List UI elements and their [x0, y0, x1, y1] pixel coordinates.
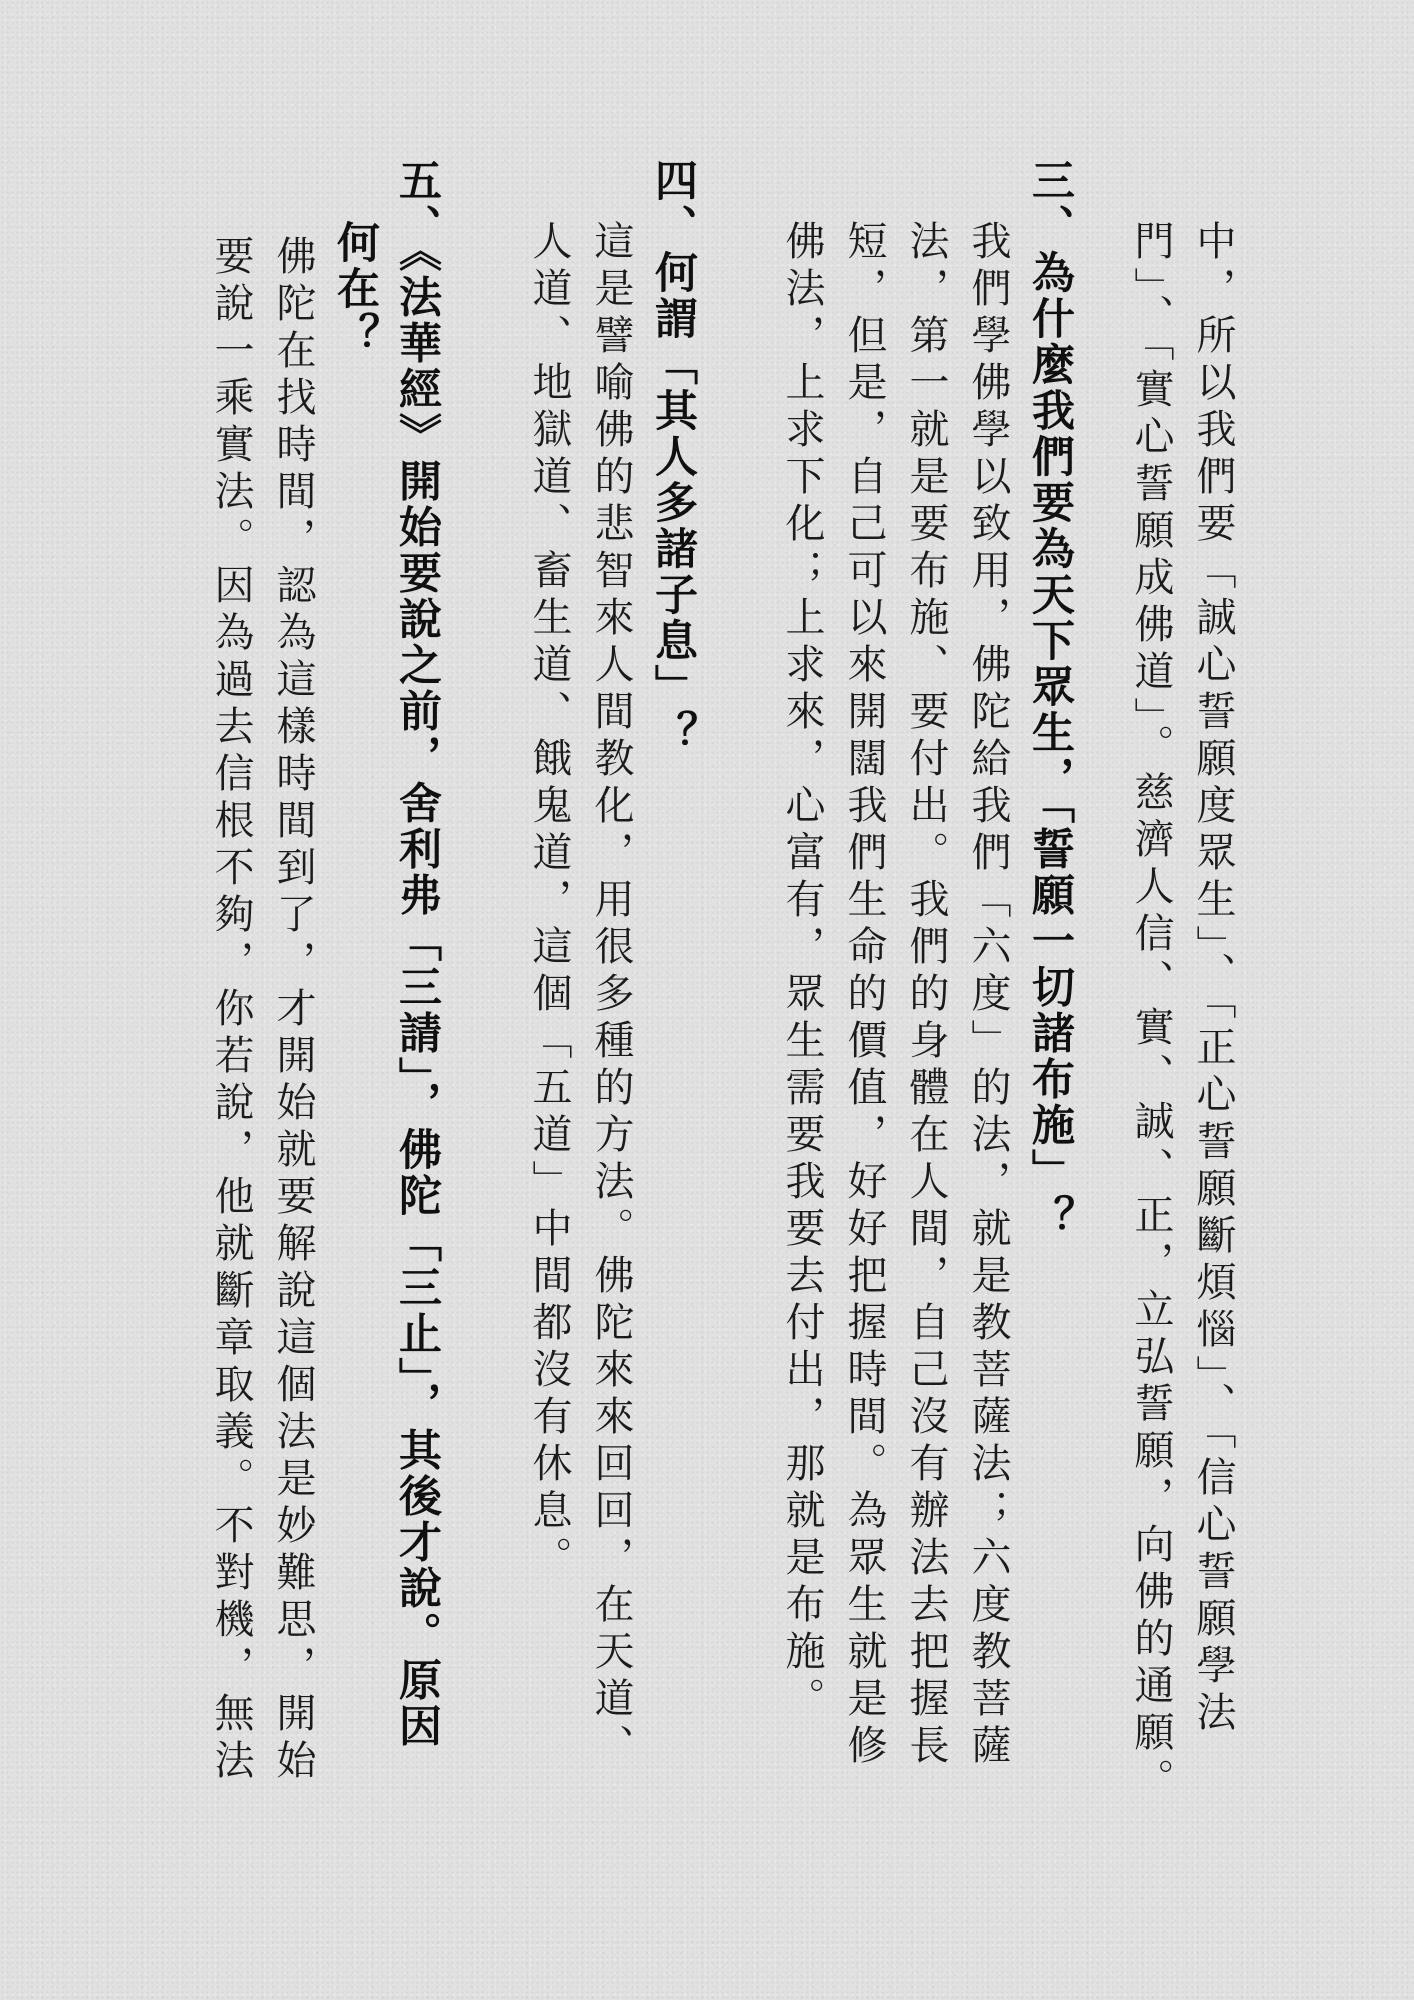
body-text-column: 佛陀在找時間，認為這樣時間到了，才開始就要解說這個法是妙難思，開始 [270, 235, 316, 1786]
section-heading-5-continued: 何在？ [330, 220, 380, 358]
body-text-column: 這是譬喻佛的悲智來人間教化，用很多種的方法。佛陀來來回回，在天道、 [588, 220, 634, 1771]
section-heading-4: 四、何謂「其人多諸子息」？ [648, 158, 698, 756]
body-text-column: 要說一乘實法。因為過去信根不夠，你若說，他就斷章取義。不對機，無法 [208, 235, 254, 1786]
body-text-column: 法，第一就是要布施、要付出。我們的身體在人間，自己沒有辦法去把握長 [903, 220, 949, 1771]
body-text-column: 門」、「實心誓願成佛道」。慈濟人信、實、誠、正，立弘誓願，向佛的通願。 [1128, 220, 1174, 1805]
body-text-column: 佛法，上求下化；上求來，心富有，眾生需要我要去付出，那就是布施。 [779, 220, 825, 1724]
body-text-column: 人道、地獄道、畜生道、餓鬼道，這個「五道」中間都沒有休息。 [526, 220, 572, 1583]
body-text-column: 短，但是，自己可以來開闊我們生命的價值，好好把握時間。為眾生就是修 [841, 220, 887, 1771]
body-text-column: 我們學佛學以致用，佛陀給我們「六度」的法，就是教菩薩法；六度教菩薩 [965, 220, 1011, 1771]
section-heading-3: 三、為什麼我們要為天下眾生，「誓願一切諸布施」？ [1025, 158, 1075, 1241]
body-text-column: 中，所以我們要「誠心誓願度眾生」、「正心誓願斷煩惱」、「信心誓願學法 [1190, 220, 1236, 1738]
section-heading-5: 五、《法華經》開始要說之前，舍利弗「三請」，佛陀「三止」，其後才說。原因 [392, 158, 442, 1750]
